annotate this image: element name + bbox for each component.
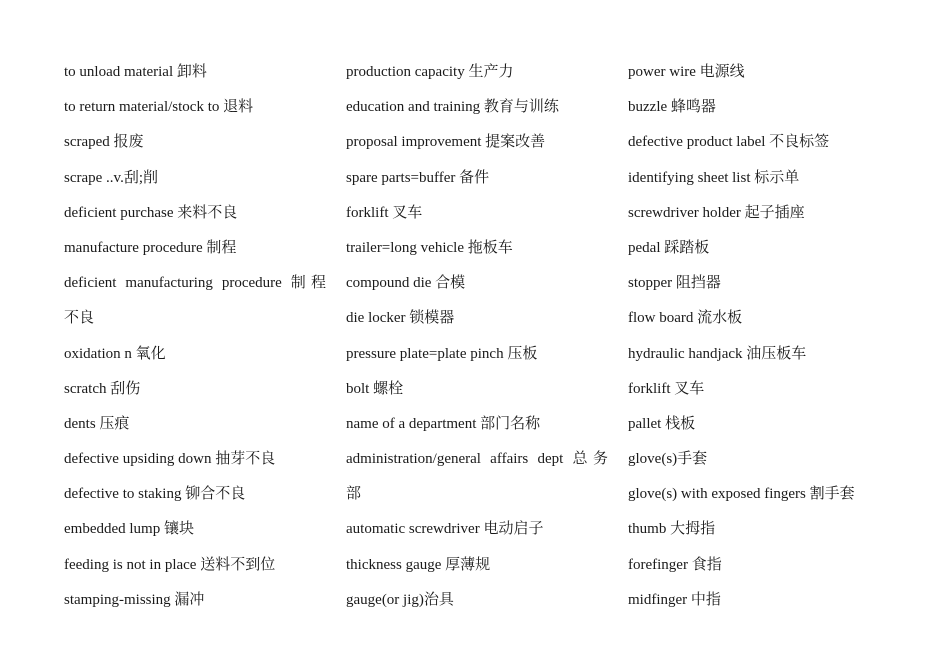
glossary-entry: defective to staking 铆合不良	[64, 486, 246, 503]
glossary-entry: screwdriver holder 起子插座	[628, 204, 805, 221]
glossary-entry: scrape ..v.刮;削	[64, 169, 158, 186]
glossary-entry: oxidation n 氧化	[64, 345, 166, 362]
glossary-entry: dents 压痕	[64, 415, 130, 432]
glossary-entry: glove(s) with exposed fingers 割手套	[628, 486, 855, 503]
glossary-column-3	[628, 55, 888, 618]
glossary-entry: proposal improvement 提案改善	[346, 134, 546, 151]
glossary-column-2	[346, 55, 608, 618]
glossary-entry: defective upsiding down 抽芽不良	[64, 451, 276, 468]
glossary-entry: scratch 刮伤	[64, 380, 141, 397]
glossary-entry: hydraulic handjack 油压板车	[628, 345, 807, 362]
glossary-entry: deficient purchase 来料不良	[64, 204, 238, 221]
glossary-entry: automatic screwdriver 电动启子	[346, 521, 544, 538]
glossary-entry: feeding is not in place 送料不到位	[64, 556, 276, 573]
glossary-entry: production capacity 生产力	[346, 64, 514, 80]
glossary-entry: flow board 流水板	[628, 310, 743, 327]
glossary-entry: education and training 教育与训练	[346, 99, 559, 116]
glossary-entry: power wire 电源线	[628, 64, 745, 80]
glossary-entry: identifying sheet list 标示单	[628, 169, 800, 186]
glossary-entry: pallet 栈板	[628, 415, 696, 432]
glossary-entry: pressure plate=plate pinch 压板	[346, 345, 538, 362]
glossary-entry-wrapped: deficient manufacturing procedure 制程	[64, 275, 326, 292]
glossary-entry: spare parts=buffer 备件	[346, 169, 490, 186]
glossary-entry: embedded lump 镶块	[64, 521, 194, 538]
glossary-entry: buzzle 蜂鸣器	[628, 99, 716, 116]
glossary-entry-continuation: 部	[346, 486, 362, 503]
glossary-entry: forefinger 食指	[628, 556, 722, 573]
glossary-entry: thickness gauge 厚薄规	[346, 556, 491, 573]
glossary-entry: to unload material 卸料	[64, 64, 207, 80]
glossary-entry: forklift 叉车	[346, 204, 423, 221]
glossary-entry: glove(s)手套	[628, 451, 708, 468]
glossary-entry-wrapped: administration/general affairs dept 总务	[346, 451, 608, 468]
glossary-column-1	[64, 55, 326, 618]
glossary-entry: name of a department 部门名称	[346, 415, 541, 432]
glossary-entry: thumb 大拇指	[628, 521, 716, 538]
glossary-entry: forklift 叉车	[628, 380, 705, 397]
glossary-entry: to return material/stock to 退料	[64, 99, 254, 116]
glossary-entry-continuation: 不良	[64, 310, 95, 327]
glossary-entry: gauge(or jig)治具	[346, 591, 454, 608]
glossary-entry: defective product label 不良标签	[628, 134, 830, 151]
glossary-entry: pedal 踩踏板	[628, 239, 710, 256]
glossary-entry: scraped 报废	[64, 134, 144, 151]
glossary-entry: stamping-missing 漏冲	[64, 591, 205, 608]
glossary-entry: midfinger 中指	[628, 591, 721, 608]
glossary-entry: die locker 锁模器	[346, 310, 455, 327]
glossary-entry: trailer=long vehicle 拖板车	[346, 239, 513, 256]
glossary-entry: manufacture procedure 制程	[64, 239, 237, 256]
glossary-entry: bolt 螺栓	[346, 380, 404, 397]
glossary-entry: stopper 阻挡器	[628, 275, 721, 292]
glossary-entry: compound die 合模	[346, 275, 466, 292]
